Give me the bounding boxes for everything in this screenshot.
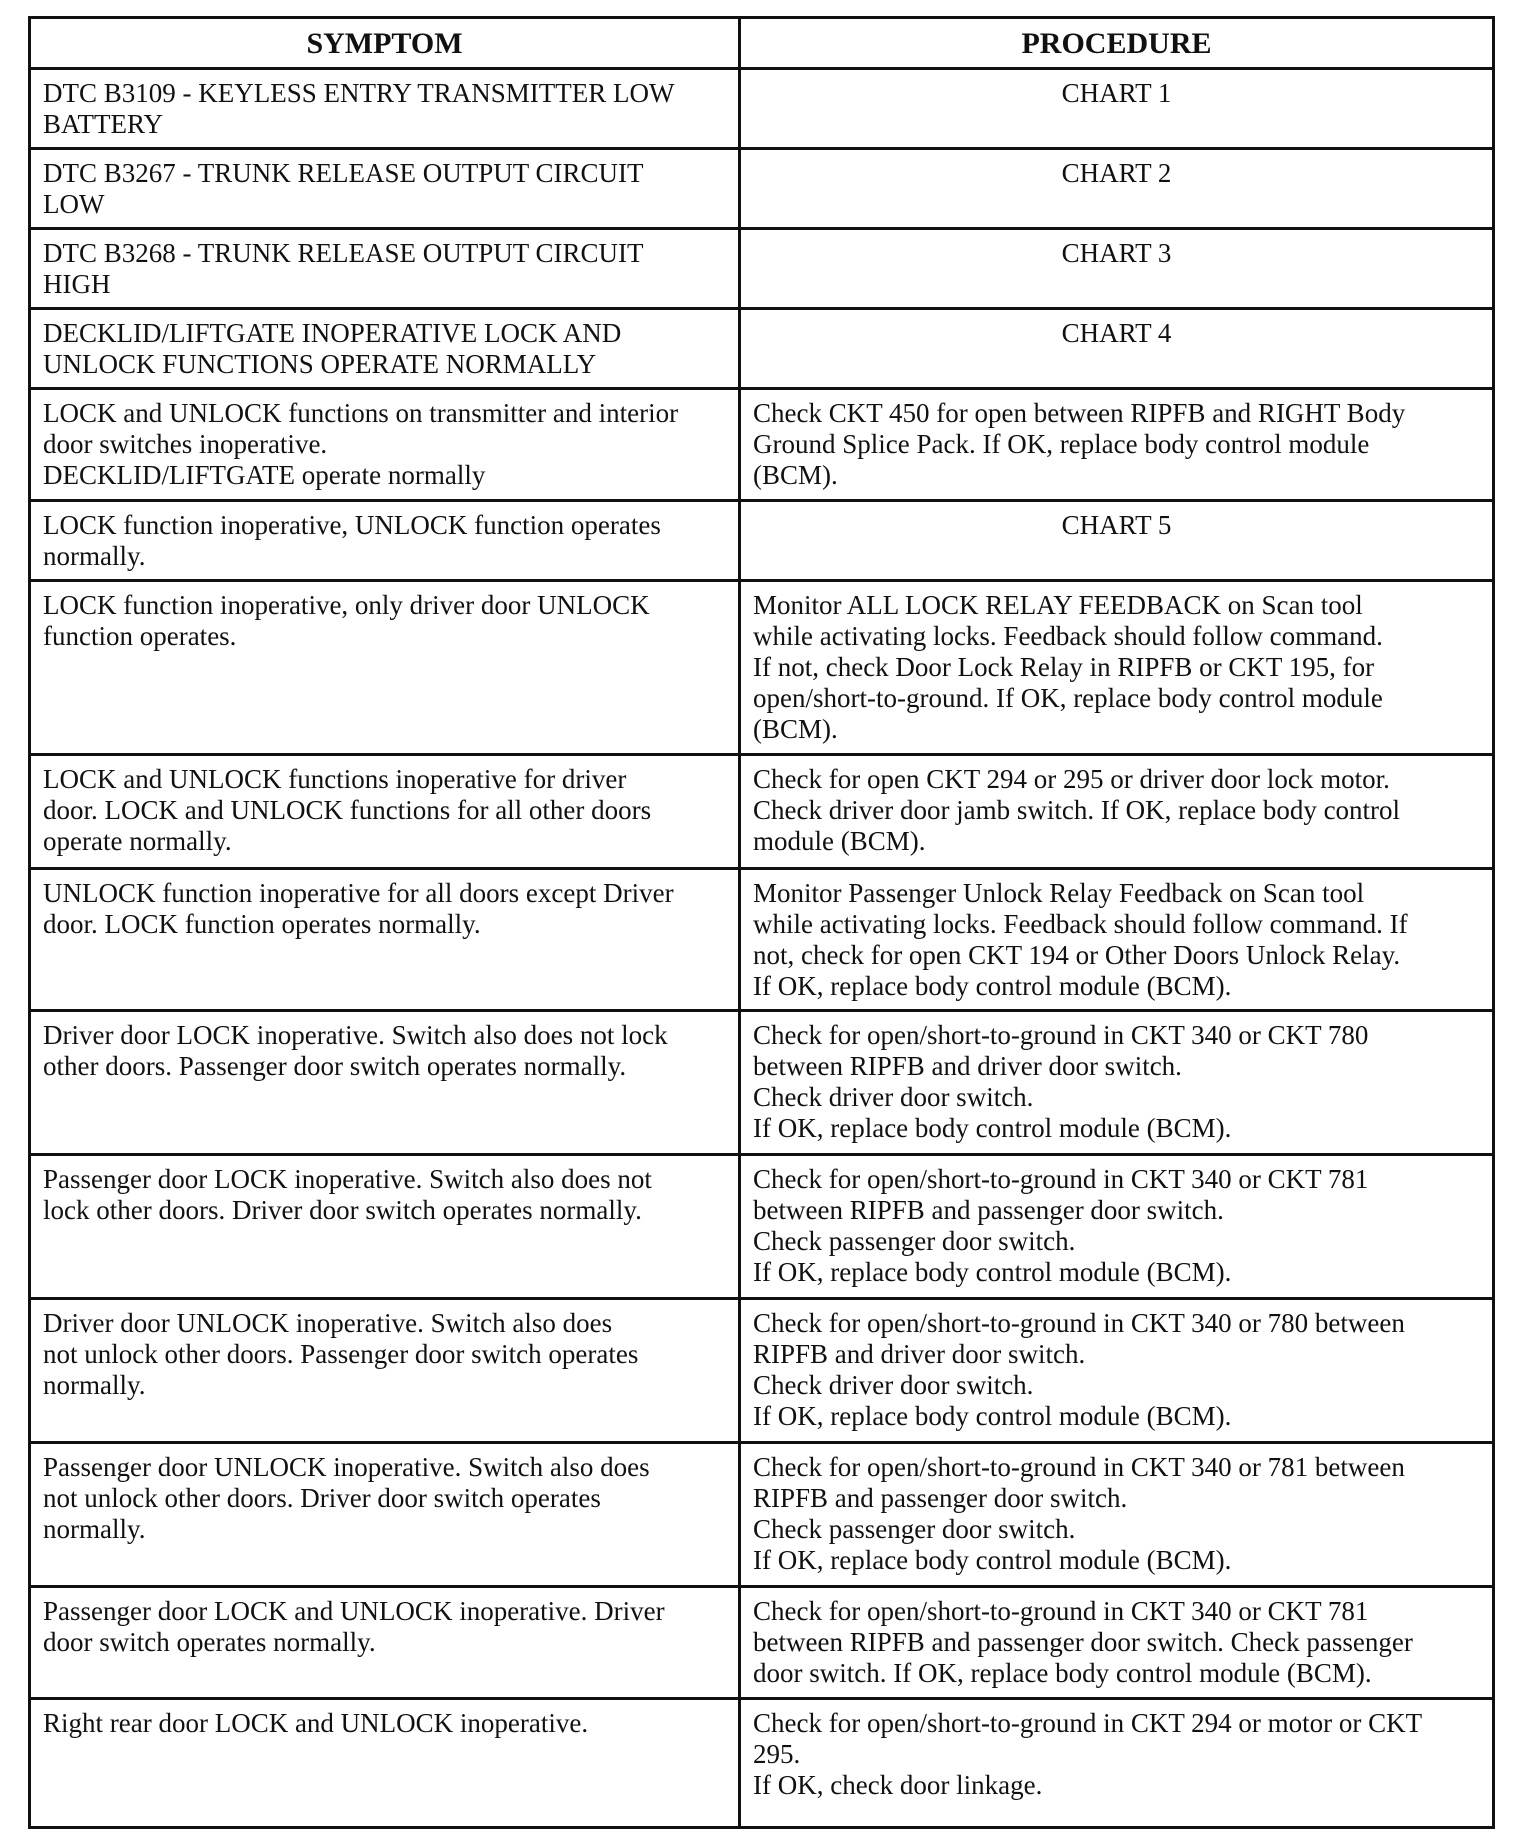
procedure-cell: Monitor Passenger Unlock Relay Feedback on Scan tool while activating locks. Feedback should follow command. If not, check for open CKT 194 or Other Doors Unlock Relay. If OK, replace body control module (BCM). bbox=[740, 869, 1494, 1011]
procedure-cell: Check for open/short-to-ground in CKT 340 or CKT 781 between RIPFB and passenger door switch. Check passenger door switch. If OK, replace body control module (BCM). bbox=[740, 1155, 1494, 1299]
table-row bbox=[30, 755, 1494, 869]
procedure-cell: Check CKT 450 for open between RIPFB and RIGHT Body Ground Splice Pack. If OK, replace body control module (BCM). bbox=[740, 389, 1494, 501]
symptom-cell: Driver door UNLOCK inoperative. Switch also does not unlock other doors. Passenger door switch operates normally. bbox=[30, 1299, 740, 1443]
procedure-cell: CHART 1 bbox=[740, 69, 1494, 149]
procedure-cell: Check for open/short-to-ground in CKT 340 or 780 between RIPFB and driver door switch. Check driver door switch. If OK, replace body control module (BCM). bbox=[740, 1299, 1494, 1443]
procedure-cell: CHART 5 bbox=[740, 501, 1494, 581]
table-row bbox=[30, 1299, 1494, 1443]
table-row bbox=[30, 1443, 1494, 1587]
table-row bbox=[30, 309, 1494, 389]
table-row bbox=[30, 229, 1494, 309]
symptom-cell: UNLOCK function inoperative for all doors except Driver door. LOCK function operates normally. bbox=[30, 869, 740, 1011]
symptom-cell: Right rear door LOCK and UNLOCK inoperative. bbox=[30, 1699, 740, 1828]
symptom-cell: Driver door LOCK inoperative. Switch also does not lock other doors. Passenger door switch operates normally. bbox=[30, 1011, 740, 1155]
symptom-cell: LOCK function inoperative, UNLOCK function operates normally. bbox=[30, 501, 740, 581]
procedure-cell: Monitor ALL LOCK RELAY FEEDBACK on Scan tool while activating locks. Feedback should follow command. If not, check Door Lock Relay in RIPFB or CKT 195, for open/short-to-ground. If OK, replace body control module (BCM). bbox=[740, 581, 1494, 755]
table-header-row bbox=[30, 18, 1494, 69]
table-row bbox=[30, 389, 1494, 501]
table-row bbox=[30, 149, 1494, 229]
symptom-cell: DTC B3268 - TRUNK RELEASE OUTPUT CIRCUIT HIGH bbox=[30, 229, 740, 309]
header-procedure: PROCEDURE bbox=[740, 18, 1494, 69]
procedure-cell: Check for open/short-to-ground in CKT 340 or CKT 781 between RIPFB and passenger door switch. Check passenger door switch. If OK, replace body control module (BCM). bbox=[740, 1587, 1494, 1699]
symptom-cell: LOCK and UNLOCK functions on transmitter and interior door switches inoperative. DECKLID/LIFTGATE operate normally bbox=[30, 389, 740, 501]
symptom-cell: LOCK function inoperative, only driver door UNLOCK function operates. bbox=[30, 581, 740, 755]
symptom-cell: Passenger door LOCK inoperative. Switch also does not lock other doors. Driver door switch operates normally. bbox=[30, 1155, 740, 1299]
symptom-cell: LOCK and UNLOCK functions inoperative for driver door. LOCK and UNLOCK functions for all other doors operate normally. bbox=[30, 755, 740, 869]
table-row bbox=[30, 501, 1494, 581]
table-row bbox=[30, 1699, 1494, 1828]
procedure-cell: CHART 3 bbox=[740, 229, 1494, 309]
procedure-cell: Check for open/short-to-ground in CKT 340 or 781 between RIPFB and passenger door switch. Check passenger door switch. If OK, replace body control module (BCM). bbox=[740, 1443, 1494, 1587]
symptom-cell: DECKLID/LIFTGATE INOPERATIVE LOCK AND UNLOCK FUNCTIONS OPERATE NORMALLY bbox=[30, 309, 740, 389]
procedure-cell: Check for open/short-to-ground in CKT 294 or motor or CKT 295. If OK, check door linkage. bbox=[740, 1699, 1494, 1828]
symptom-cell: Passenger door LOCK and UNLOCK inoperative. Driver door switch operates normally. bbox=[30, 1587, 740, 1699]
symptom-cell: DTC B3109 - KEYLESS ENTRY TRANSMITTER LOW BATTERY bbox=[30, 69, 740, 149]
table-row bbox=[30, 69, 1494, 149]
symptom-cell: DTC B3267 - TRUNK RELEASE OUTPUT CIRCUIT LOW bbox=[30, 149, 740, 229]
table-row bbox=[30, 1155, 1494, 1299]
table-row bbox=[30, 1011, 1494, 1155]
procedure-cell: CHART 4 bbox=[740, 309, 1494, 389]
header-symptom: SYMPTOM bbox=[30, 18, 740, 69]
table-row bbox=[30, 581, 1494, 755]
table-row bbox=[30, 869, 1494, 1011]
table-row bbox=[30, 1587, 1494, 1699]
symptom-cell: Passenger door UNLOCK inoperative. Switch also does not unlock other doors. Driver door switch operates normally. bbox=[30, 1443, 740, 1587]
procedure-cell: CHART 2 bbox=[740, 149, 1494, 229]
procedure-cell: Check for open CKT 294 or 295 or driver door lock motor. Check driver door jamb switch. If OK, replace body control module (BCM). bbox=[740, 755, 1494, 869]
symptom-procedure-table bbox=[28, 16, 1495, 1829]
procedure-cell: Check for open/short-to-ground in CKT 340 or CKT 780 between RIPFB and driver door switch. Check driver door switch. If OK, replace body control module (BCM). bbox=[740, 1011, 1494, 1155]
